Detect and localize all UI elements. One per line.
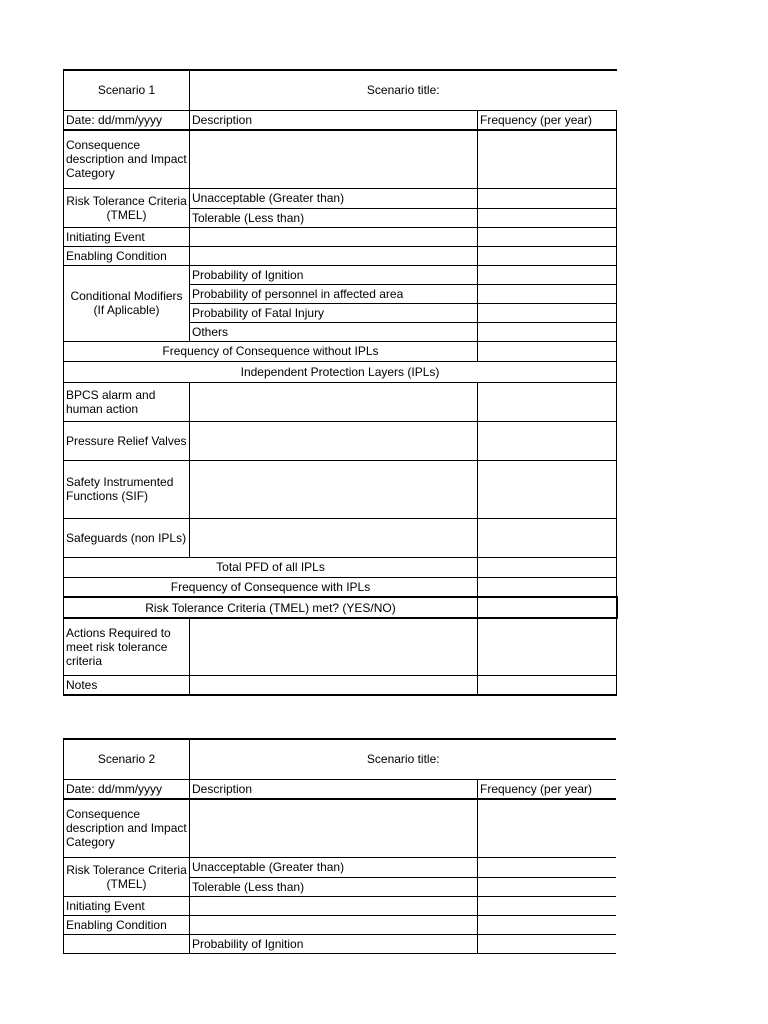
others-label: Others xyxy=(190,322,478,341)
enabling-condition-description-cell[interactable] xyxy=(190,915,478,934)
enabling-condition-row xyxy=(64,246,617,265)
enabling-condition-frequency-cell[interactable] xyxy=(478,915,617,934)
prv-description-cell[interactable] xyxy=(190,421,478,460)
tmel-met-label: Risk Tolerance Criteria (TMEL) met? (YES/NO) xyxy=(64,597,478,618)
initiating-event-frequency-cell[interactable] xyxy=(478,896,617,915)
total-pfd-label: Total PFD of all IPLs xyxy=(64,557,478,577)
scenario-2-worksheet xyxy=(63,738,616,958)
prob-ignition-label: Probability of Ignition xyxy=(190,934,478,953)
enabling-condition-row xyxy=(64,915,617,934)
prob-personnel-value-cell[interactable] xyxy=(478,284,617,303)
consequence-frequency-cell[interactable] xyxy=(478,130,617,188)
initiating-event-label: Initiating Event xyxy=(64,896,190,915)
tmel-met-row xyxy=(64,597,617,618)
conditional-modifiers-cell xyxy=(64,934,190,953)
initiating-event-description-cell[interactable] xyxy=(190,896,478,915)
date-label[interactable]: Date: dd/mm/yyyy xyxy=(64,110,190,130)
scenario-title-label[interactable]: Scenario title: xyxy=(190,739,617,779)
tolerable-label: Tolerable (Less than) xyxy=(190,208,478,227)
date-label[interactable]: Date: dd/mm/yyyy xyxy=(64,779,190,799)
enabling-condition-label: Enabling Condition xyxy=(64,246,190,265)
sif-value-cell[interactable] xyxy=(478,460,617,518)
tolerable-value-cell[interactable] xyxy=(478,877,617,896)
safeguards-description-cell[interactable] xyxy=(190,518,478,557)
sif-row xyxy=(64,460,617,518)
scenario-title-label[interactable]: Scenario title: xyxy=(190,70,617,110)
description-header: Description xyxy=(190,779,478,799)
risk-unacceptable-row xyxy=(64,857,617,877)
frequency-header: Frequency (per year) xyxy=(478,779,617,799)
consequence-label: Consequence description and Impact Category xyxy=(64,130,190,188)
total-pfd-value-cell[interactable] xyxy=(478,557,617,577)
actions-value-cell[interactable] xyxy=(478,618,617,675)
consequence-description-cell[interactable] xyxy=(190,130,478,188)
actions-label: Actions Required to meet risk tolerance criteria xyxy=(64,618,190,675)
sif-label: Safety Instrumented Functions (SIF) xyxy=(64,460,190,518)
initiating-event-frequency-cell[interactable] xyxy=(478,227,617,246)
bpcs-description-cell[interactable] xyxy=(190,382,478,421)
tolerable-value-cell[interactable] xyxy=(478,208,617,227)
header-row xyxy=(64,739,617,779)
actions-description-cell[interactable] xyxy=(190,618,478,675)
description-header: Description xyxy=(190,110,478,130)
prv-row xyxy=(64,421,617,460)
bpcs-value-cell[interactable] xyxy=(478,382,617,421)
prob-ignition-value-cell[interactable] xyxy=(478,265,617,284)
enabling-condition-label: Enabling Condition xyxy=(64,915,190,934)
prob-fatal-value-cell[interactable] xyxy=(478,303,617,322)
scenario-2-table xyxy=(63,738,616,954)
risk-tolerance-label: Risk Tolerance Criteria (TMEL) xyxy=(64,188,190,227)
notes-row xyxy=(64,675,617,695)
freq-without-ipl-value-cell[interactable] xyxy=(478,341,617,361)
sif-description-cell[interactable] xyxy=(190,460,478,518)
prv-value-cell[interactable] xyxy=(478,421,617,460)
consequence-frequency-cell[interactable] xyxy=(478,799,617,857)
consequence-row xyxy=(64,130,617,188)
ignition-row xyxy=(64,265,617,284)
prv-label: Pressure Relief Valves xyxy=(64,421,190,460)
risk-unacceptable-row xyxy=(64,188,617,208)
notes-description-cell[interactable] xyxy=(190,675,478,695)
column-header-row xyxy=(64,110,617,130)
notes-label: Notes xyxy=(64,675,190,695)
prob-fatal-label: Probability of Fatal Injury xyxy=(190,303,478,322)
initiating-event-label: Initiating Event xyxy=(64,227,190,246)
ipl-header: Independent Protection Layers (IPLs) xyxy=(64,361,617,382)
actions-row xyxy=(64,618,617,675)
tmel-met-value-cell[interactable] xyxy=(478,597,617,618)
risk-tolerance-label: Risk Tolerance Criteria (TMEL) xyxy=(64,857,190,896)
notes-value-cell[interactable] xyxy=(478,675,617,695)
tolerable-label: Tolerable (Less than) xyxy=(190,877,478,896)
unacceptable-value-cell[interactable] xyxy=(478,857,617,877)
initiating-event-description-cell[interactable] xyxy=(190,227,478,246)
freq-without-ipl-row xyxy=(64,341,617,361)
ignition-row xyxy=(64,934,617,953)
unacceptable-label: Unacceptable (Greater than) xyxy=(190,857,478,877)
freq-with-ipl-value-cell[interactable] xyxy=(478,577,617,597)
bpcs-label: BPCS alarm and human action xyxy=(64,382,190,421)
safeguards-label: Safeguards (non IPLs) xyxy=(64,518,190,557)
enabling-condition-description-cell[interactable] xyxy=(190,246,478,265)
bpcs-row xyxy=(64,382,617,421)
freq-with-ipl-row xyxy=(64,577,617,597)
consequence-row xyxy=(64,799,617,857)
prob-personnel-label: Probability of personnel in affected area xyxy=(190,284,478,303)
scenario-name: Scenario 1 xyxy=(64,70,190,110)
frequency-header: Frequency (per year) xyxy=(478,110,617,130)
conditional-modifiers-label: Conditional Modifiers (If Aplicable) xyxy=(64,265,190,341)
initiating-event-row xyxy=(64,896,617,915)
unacceptable-label: Unacceptable (Greater than) xyxy=(190,188,478,208)
header-row xyxy=(64,70,617,110)
consequence-label: Consequence description and Impact Category xyxy=(64,799,190,857)
consequence-description-cell[interactable] xyxy=(190,799,478,857)
scenario-1-worksheet xyxy=(63,69,616,696)
safeguards-row xyxy=(64,518,617,557)
safeguards-value-cell[interactable] xyxy=(478,518,617,557)
total-pfd-row xyxy=(64,557,617,577)
prob-ignition-value-cell[interactable] xyxy=(478,934,617,953)
freq-with-ipl-label: Frequency of Consequence with IPLs xyxy=(64,577,478,597)
initiating-event-row xyxy=(64,227,617,246)
scenario-name: Scenario 2 xyxy=(64,739,190,779)
unacceptable-value-cell[interactable] xyxy=(478,188,617,208)
freq-without-ipl-label: Frequency of Consequence without IPLs xyxy=(64,341,478,361)
ipl-header-row xyxy=(64,361,617,382)
column-header-row xyxy=(64,779,617,799)
others-value-cell[interactable] xyxy=(478,322,617,341)
enabling-condition-frequency-cell[interactable] xyxy=(478,246,617,265)
prob-ignition-label: Probability of Ignition xyxy=(190,265,478,284)
scenario-1-table xyxy=(63,69,618,696)
